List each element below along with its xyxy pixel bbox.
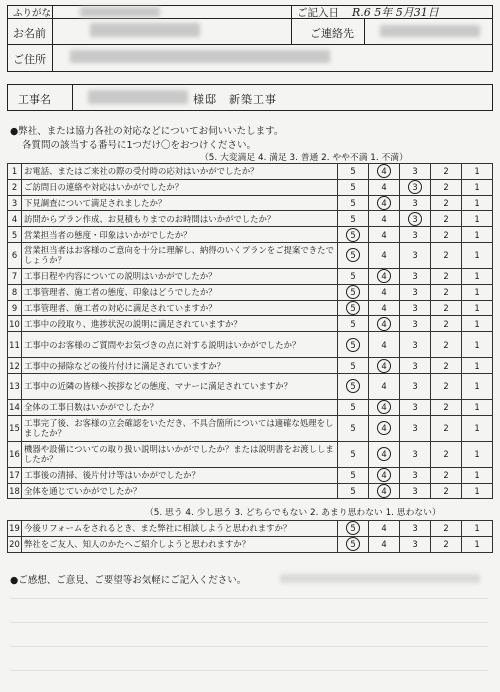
rating-option[interactable] (400, 358, 431, 374)
rating-option[interactable] (400, 211, 431, 227)
rating-option[interactable] (338, 415, 369, 441)
rating-circled: 4 (377, 400, 391, 414)
furigana-redacted (80, 7, 160, 17)
rating-circled: 4 (377, 484, 391, 498)
rating-option[interactable] (431, 536, 462, 552)
rating-option[interactable] (400, 242, 431, 268)
rating-label: 2 (443, 318, 449, 329)
question-text: 営業担当者の態度・印象はいかがでしたか？ (22, 227, 338, 243)
rating-option[interactable] (462, 441, 493, 467)
rating-option[interactable] (431, 332, 462, 358)
work-label: 工事名 (18, 93, 51, 106)
rating-label: 2 (443, 339, 449, 350)
rating-label: 2 (443, 539, 449, 550)
question-text: 全体を通じていかがでしたか？ (22, 483, 338, 499)
rating-option[interactable] (338, 483, 369, 499)
rating-option[interactable] (462, 164, 493, 180)
rating-label: 1 (474, 197, 480, 208)
work-name-suffix: 様邸 新築工事 (193, 93, 277, 106)
rating-circled: 4 (377, 447, 391, 461)
rating-option[interactable] (462, 483, 493, 499)
question-text: 工事後の清掃、後片付け等はいかがでしたか？ (22, 467, 338, 483)
rating-option[interactable] (462, 358, 493, 374)
header-divider-v2 (291, 5, 292, 44)
question-text: 工事日程や内容についての説明はいかがでしたか？ (22, 268, 338, 284)
rating-circled: 5 (346, 285, 360, 299)
rating-label: 4 (381, 302, 387, 313)
rating-option[interactable] (431, 415, 462, 441)
rating-option[interactable] (369, 164, 400, 180)
question-row (8, 284, 493, 300)
question-row (8, 195, 493, 211)
rating-label: 2 (443, 302, 449, 313)
rating-option[interactable] (338, 300, 369, 316)
rating-label: 4 (381, 339, 387, 350)
rating-circled: 4 (377, 164, 391, 178)
question-number: 1 (8, 164, 22, 180)
question-row (8, 332, 493, 358)
rating-option[interactable] (400, 179, 431, 195)
question-number: 16 (8, 441, 22, 467)
question-row (8, 164, 493, 180)
rating-option[interactable] (431, 268, 462, 284)
rating-circled: 4 (377, 421, 391, 435)
rating-option[interactable] (369, 441, 400, 467)
question-text: 工事中のお客様のご質問やお気づきの点に対する説明はいかがでしたか？ (22, 332, 338, 358)
rating-option[interactable] (431, 195, 462, 211)
rating-label: 2 (443, 271, 449, 282)
question-row (8, 242, 493, 268)
rating-label: 5 (350, 271, 356, 282)
rating-label: 3 (412, 339, 418, 350)
rating-circled: 4 (377, 269, 391, 283)
rating-option[interactable] (369, 536, 400, 552)
question-number: 7 (8, 268, 22, 284)
rating-label: 3 (412, 318, 418, 329)
work-owner-redacted (88, 90, 188, 104)
rating-option[interactable] (462, 467, 493, 483)
rating-circled: 5 (346, 338, 360, 352)
rating-label: 4 (381, 229, 387, 240)
rating-label: 3 (412, 485, 418, 496)
rating-option[interactable] (338, 399, 369, 415)
rating-label: 5 (350, 470, 356, 481)
rating-option[interactable] (369, 211, 400, 227)
question-text: 営業担当者はお客様のご意向を十分に理解し、納得のいくプランをご提案できたでしょうか？ (22, 242, 338, 268)
rating-label: 1 (474, 213, 480, 224)
rating-option[interactable] (431, 483, 462, 499)
rating-label: 5 (350, 449, 356, 460)
question-text: 機器や設備についての取り扱い説明はいかがでしたか？または説明書をお渡ししましたか？ (22, 441, 338, 467)
question-row (8, 521, 493, 537)
rating-option[interactable] (400, 536, 431, 552)
rating-option[interactable] (462, 332, 493, 358)
rating-option[interactable] (462, 242, 493, 268)
rating-option[interactable] (369, 268, 400, 284)
question-text: 下見調査について満足されましたか？ (22, 195, 338, 211)
rating-option[interactable] (462, 373, 493, 399)
rating-option[interactable] (431, 227, 462, 243)
rating-label: 1 (474, 423, 480, 434)
rating-circled: 4 (377, 196, 391, 210)
rating-option[interactable] (338, 332, 369, 358)
rating-label: 1 (474, 287, 480, 298)
question-text: 工事管理者、施工者の態度、印象はどうでしたか？ (22, 284, 338, 300)
questions-table-2 (7, 520, 493, 553)
rating-label: 5 (350, 318, 356, 329)
furigana-label: ふりがな (13, 8, 52, 19)
rating-label: 1 (474, 302, 480, 313)
rating-option[interactable] (431, 316, 462, 332)
address-redacted (70, 50, 330, 63)
contact-redacted (380, 25, 480, 37)
rating-option[interactable] (462, 300, 493, 316)
rating-option[interactable] (400, 195, 431, 211)
question-number: 5 (8, 227, 22, 243)
rating-circled: 4 (377, 468, 391, 482)
rating-option[interactable] (369, 179, 400, 195)
rating-label: 1 (474, 339, 480, 350)
rating-option[interactable] (400, 284, 431, 300)
question-row (8, 467, 493, 483)
rating-option[interactable] (338, 521, 369, 537)
question-row (8, 268, 493, 284)
question-row (8, 211, 493, 227)
rating-label: 5 (350, 402, 356, 413)
rating-label: 5 (350, 485, 356, 496)
rating-option[interactable] (338, 179, 369, 195)
rating-option[interactable] (462, 536, 493, 552)
rating-option[interactable] (462, 195, 493, 211)
rating-label: 2 (443, 360, 449, 371)
question-number: 8 (8, 284, 22, 300)
rating-label: 2 (443, 182, 449, 193)
rating-option[interactable] (462, 179, 493, 195)
rating-label: 3 (412, 229, 418, 240)
rating-label: 2 (443, 287, 449, 298)
intro-line2: 各質問の該当する番号に1つだけ〇をおつけください。 (22, 140, 256, 151)
rating-option[interactable] (431, 441, 462, 467)
rating-option[interactable] (338, 195, 369, 211)
date-label: ご記入日 (297, 7, 339, 19)
rating-label: 2 (443, 470, 449, 481)
rating-label: 2 (443, 250, 449, 261)
question-row (8, 483, 493, 499)
rating-option[interactable] (338, 211, 369, 227)
question-row (8, 441, 493, 467)
rating-label: 4 (381, 539, 387, 550)
rating-label: 1 (474, 250, 480, 261)
rating-option[interactable] (400, 164, 431, 180)
question-number: 14 (8, 399, 22, 415)
rating-option[interactable] (462, 399, 493, 415)
rating-label: 1 (474, 523, 480, 534)
question-number: 19 (8, 521, 22, 537)
rating-option[interactable] (400, 483, 431, 499)
rating-option[interactable] (338, 242, 369, 268)
rating-label: 1 (474, 271, 480, 282)
rating-label: 3 (412, 360, 418, 371)
rating-option[interactable] (369, 467, 400, 483)
rating-option[interactable] (431, 284, 462, 300)
rating-label: 1 (474, 402, 480, 413)
rating-label: 4 (381, 250, 387, 261)
rating-option[interactable] (462, 211, 493, 227)
rating-option[interactable] (369, 358, 400, 374)
question-row (8, 179, 493, 195)
rating-option[interactable] (462, 227, 493, 243)
comment-line-4 (10, 670, 488, 671)
rating-label: 2 (443, 423, 449, 434)
question-number: 17 (8, 467, 22, 483)
rating-label: 3 (412, 523, 418, 534)
rating-label: 3 (412, 539, 418, 550)
question-number: 20 (8, 536, 22, 552)
rating-option[interactable] (400, 300, 431, 316)
question-text: 弊社をご友人、知人のかたへご紹介しようと思われますか？ (22, 536, 338, 552)
rating-label: 1 (474, 470, 480, 481)
name-redacted (90, 23, 200, 37)
rating-option[interactable] (400, 521, 431, 537)
rating-option[interactable] (369, 483, 400, 499)
rating-option[interactable] (369, 316, 400, 332)
scale-legend-1: （5. 大変満足 4. 満足 3. 普通 2. やや不満 1. 不満） (200, 153, 408, 163)
scale-legend-2: （5. 思う 4. 少し思う 3. どちらでもない 2. あまり思わない 1. 思わない） (145, 508, 441, 518)
rating-option[interactable] (338, 536, 369, 552)
question-number: 12 (8, 358, 22, 374)
rating-option[interactable] (431, 358, 462, 374)
rating-option[interactable] (338, 227, 369, 243)
rating-label: 3 (412, 271, 418, 282)
rating-option[interactable] (338, 284, 369, 300)
rating-label: 3 (412, 423, 418, 434)
rating-option[interactable] (369, 415, 400, 441)
rating-label: 5 (350, 197, 356, 208)
rating-option[interactable] (369, 227, 400, 243)
rating-label: 2 (443, 166, 449, 177)
rating-option[interactable] (338, 316, 369, 332)
question-text: 工事中の掃除などの後片付けに満足されていますか？ (22, 358, 338, 374)
question-number: 2 (8, 179, 22, 195)
comment-line-1 (10, 598, 488, 599)
question-row (8, 415, 493, 441)
question-number: 3 (8, 195, 22, 211)
rating-label: 1 (474, 182, 480, 193)
rating-option[interactable] (338, 373, 369, 399)
rating-label: 2 (443, 381, 449, 392)
rating-option[interactable] (369, 332, 400, 358)
rating-circled: 4 (377, 359, 391, 373)
rating-option[interactable] (369, 521, 400, 537)
rating-label: 3 (412, 287, 418, 298)
rating-option[interactable] (400, 268, 431, 284)
question-text: お電話、またはご来社の際の受付時の応対はいかがでしたか？ (22, 164, 338, 180)
comment-line-3 (10, 646, 488, 647)
rating-label: 3 (412, 197, 418, 208)
rating-option[interactable] (369, 242, 400, 268)
rating-option[interactable] (431, 373, 462, 399)
rating-circled: 5 (346, 537, 360, 551)
rating-option[interactable] (431, 179, 462, 195)
rating-option[interactable] (369, 284, 400, 300)
comment-line-2 (10, 622, 488, 623)
rating-option[interactable] (431, 467, 462, 483)
rating-label: 5 (350, 166, 356, 177)
question-text: ご訪問日の連絡や対応はいかがでしたか？ (22, 179, 338, 195)
rating-label: 3 (412, 470, 418, 481)
rating-option[interactable] (338, 164, 369, 180)
rating-option[interactable] (400, 316, 431, 332)
rating-option[interactable] (338, 441, 369, 467)
work-name-divider (72, 84, 73, 111)
rating-label: 1 (474, 449, 480, 460)
question-number: 9 (8, 300, 22, 316)
question-row (8, 227, 493, 243)
rating-label: 3 (412, 402, 418, 413)
header-divider-h2 (7, 44, 493, 45)
rating-label: 1 (474, 381, 480, 392)
rating-option[interactable] (369, 300, 400, 316)
rating-label: 4 (381, 381, 387, 392)
rating-circled: 3 (408, 180, 422, 194)
question-row (8, 373, 493, 399)
rating-label: 5 (350, 182, 356, 193)
rating-option[interactable] (431, 211, 462, 227)
question-text: 工事中の近隣の皆様へ挨拶などの態度、マナーに満足されていますか？ (22, 373, 338, 399)
rating-label: 1 (474, 166, 480, 177)
rating-option[interactable] (400, 415, 431, 441)
rating-circled: 5 (346, 521, 360, 535)
rating-label: 2 (443, 213, 449, 224)
question-text: 工事管理者、施工者の対応に満足されていますか？ (22, 300, 338, 316)
question-text: 今後リフォームをされるとき、また弊社に相談しようと思われますか？ (22, 521, 338, 537)
rating-label: 3 (412, 449, 418, 460)
rating-option[interactable] (369, 399, 400, 415)
rating-option[interactable] (462, 521, 493, 537)
rating-option[interactable] (462, 284, 493, 300)
rating-option[interactable] (400, 373, 431, 399)
rating-circled: 3 (408, 212, 422, 226)
rating-label: 2 (443, 197, 449, 208)
rating-option[interactable] (338, 268, 369, 284)
rating-circled: 5 (346, 301, 360, 315)
rating-option[interactable] (369, 373, 400, 399)
question-number: 11 (8, 332, 22, 358)
rating-label: 2 (443, 402, 449, 413)
rating-circled: 5 (346, 379, 360, 393)
rating-label: 4 (381, 182, 387, 193)
rating-option[interactable] (338, 467, 369, 483)
rating-option[interactable] (431, 242, 462, 268)
rating-label: 5 (350, 213, 356, 224)
rating-option[interactable] (431, 399, 462, 415)
rating-label: 4 (381, 213, 387, 224)
question-text: 全体の工事日数はいかがでしたか？ (22, 399, 338, 415)
rating-label: 2 (443, 485, 449, 496)
rating-option[interactable] (400, 332, 431, 358)
question-number: 10 (8, 316, 22, 332)
rating-label: 1 (474, 360, 480, 371)
question-row (8, 399, 493, 415)
question-number: 15 (8, 415, 22, 441)
comments-label: ●ご感想、ご意見、ご要望等お気軽にご記入ください。 (10, 575, 247, 586)
date-value: R.6 5年 5月31日 (352, 6, 439, 19)
question-text: 工事完了後、お客様の立会確認をいただき、不具合箇所については適確な処理をしましたか？ (22, 415, 338, 441)
rating-option[interactable] (462, 415, 493, 441)
question-row (8, 300, 493, 316)
header-divider-v3 (364, 18, 365, 44)
rating-option[interactable] (400, 399, 431, 415)
rating-label: 4 (381, 287, 387, 298)
rating-circled: 5 (346, 248, 360, 262)
rating-label: 2 (443, 229, 449, 240)
rating-circled: 4 (377, 317, 391, 331)
rating-option[interactable] (462, 268, 493, 284)
rating-option[interactable] (400, 441, 431, 467)
rating-option[interactable] (338, 358, 369, 374)
question-text: 訪問からプラン作成、お見積もりまでのお時間はいかがでしたか？ (22, 211, 338, 227)
rating-option[interactable] (462, 316, 493, 332)
questions-table (7, 163, 493, 499)
question-number: 6 (8, 242, 22, 268)
question-row (8, 358, 493, 374)
address-label: ご住所 (13, 53, 46, 66)
rating-label: 2 (443, 523, 449, 534)
rating-option[interactable] (431, 164, 462, 180)
question-row (8, 316, 493, 332)
question-number: 4 (8, 211, 22, 227)
rating-label: 3 (412, 166, 418, 177)
rating-option[interactable] (400, 467, 431, 483)
question-number: 13 (8, 373, 22, 399)
contact-label: ご連絡先 (310, 27, 354, 40)
rating-option[interactable] (431, 521, 462, 537)
comments-redacted (280, 574, 480, 583)
rating-option[interactable] (400, 227, 431, 243)
rating-label: 5 (350, 423, 356, 434)
rating-label: 3 (412, 302, 418, 313)
question-number: 18 (8, 483, 22, 499)
question-text: 工事中の段取り、進捗状況の説明に満足されていますか？ (22, 316, 338, 332)
intro-line1: ●弊社、または協力各社の対応などについてお伺いいたします。 (10, 126, 284, 137)
rating-label: 5 (350, 360, 356, 371)
rating-label: 1 (474, 229, 480, 240)
rating-option[interactable] (369, 195, 400, 211)
rating-label: 2 (443, 449, 449, 460)
rating-label: 3 (412, 250, 418, 261)
rating-label: 4 (381, 523, 387, 534)
question-row (8, 536, 493, 552)
rating-option[interactable] (431, 300, 462, 316)
name-label: お名前 (13, 27, 46, 40)
header-divider-v1 (52, 5, 53, 72)
rating-circled: 5 (346, 228, 360, 242)
rating-label: 1 (474, 318, 480, 329)
rating-label: 1 (474, 539, 480, 550)
rating-label: 3 (412, 381, 418, 392)
rating-label: 1 (474, 485, 480, 496)
